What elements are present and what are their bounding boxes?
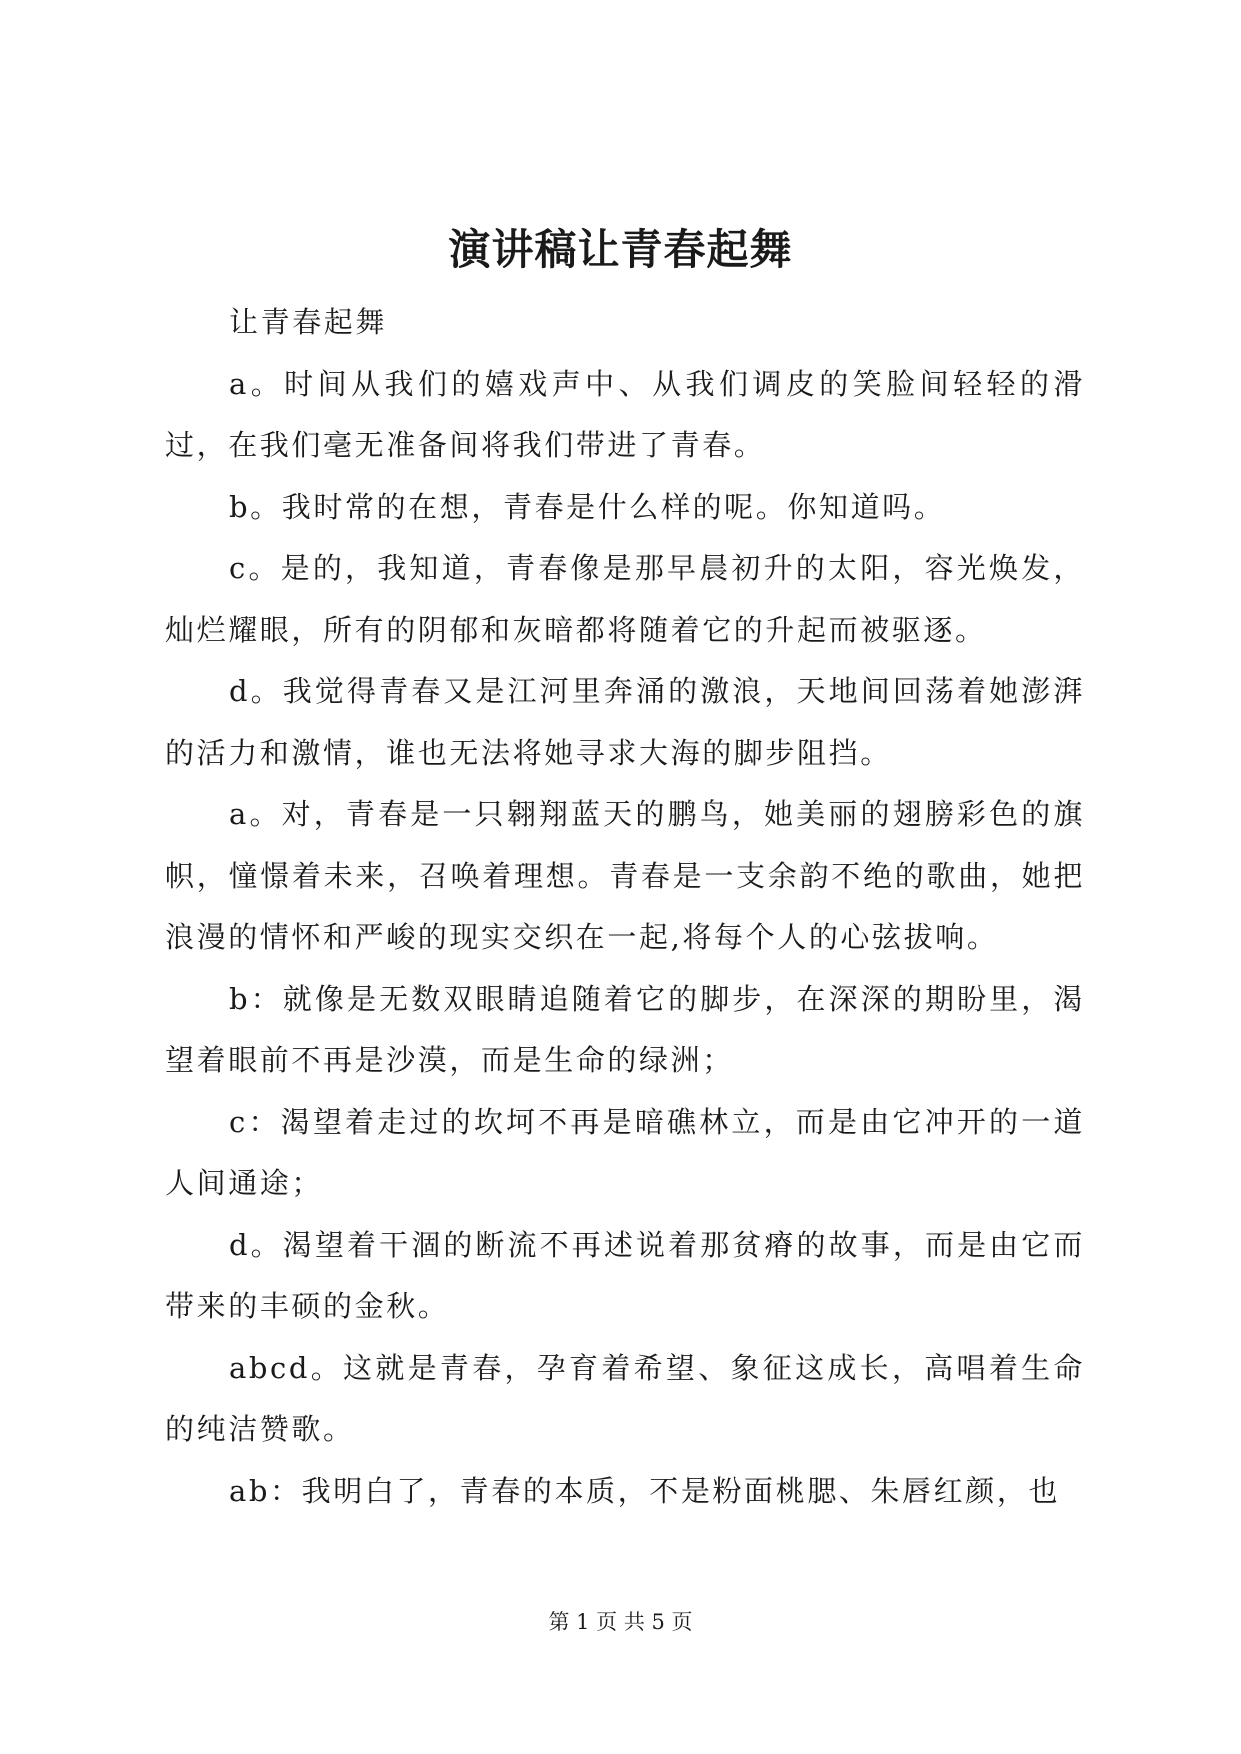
paragraph: abcd。这就是青春，孕育着希望、象征这成长，高唱着生命的纯洁赞歌。 [165, 1350, 1085, 1446]
document-body [165, 292, 1085, 1522]
paragraph: a。对，青春是一只翱翔蓝天的鹏鸟，她美丽的翅膀彩色的旗帜，憧憬着未来，召唤着理想。青春是一支余韵不绝的歌曲，她把浪漫的情怀和严峻的现实交织在一起,将每个人的心弦拔响。 [165, 797, 1085, 954]
paragraph: a。时间从我们的嬉戏声中、从我们调皮的笑脸间轻轻的滑过，在我们毫无准备间将我们带进了青春。 [165, 366, 1085, 462]
paragraph: c：渴望着走过的坎坷不再是暗礁林立，而是由它冲开的一道人间通途； [165, 1104, 1085, 1200]
paragraph: d。渴望着干涸的断流不再述说着那贫瘠的故事，而是由它而带来的丰硕的金秋。 [165, 1227, 1085, 1323]
paragraph: ab：我明白了，青春的本质，不是粉面桃腮、朱唇红颜，也 [229, 1473, 1061, 1508]
page-number-indicator: 第 1 页 共 5 页 [548, 1610, 693, 1634]
paragraph: c。是的，我知道，青春像是那早晨初升的太阳，容光焕发，灿烂耀眼，所有的阴郁和灰暗都将随着它的升起而被驱逐。 [165, 551, 1085, 647]
paragraph: d。我觉得青春又是江河里奔涌的激浪，天地间回荡着她澎湃的活力和激情，谁也无法将她寻求大海的脚步阻挡。 [165, 674, 1085, 770]
paragraph: b。我时常的在想，青春是什么样的呢。你知道吗。 [229, 489, 946, 524]
page-footer [0, 1607, 1241, 1637]
paragraph-subtitle: 让青春起舞 [229, 305, 388, 339]
document-title: 演讲稿让青春起舞 [448, 225, 793, 274]
paragraph: b：就像是无数双眼睛追随着它的脚步，在深深的期盼里，渴望着眼前不再是沙漠，而是生命的绿洲； [165, 981, 1085, 1077]
